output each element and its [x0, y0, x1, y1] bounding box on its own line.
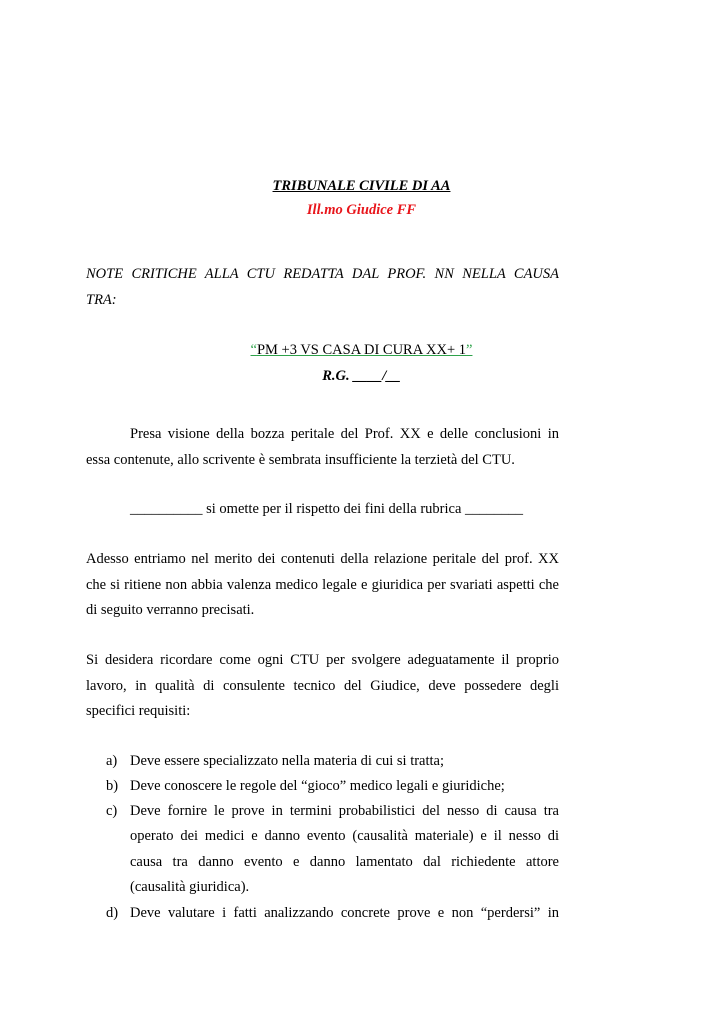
list-item-c-line-1: Deve fornire le prove in termini probabilistici del nesso di causa tra [130, 803, 559, 819]
list-marker-b: b) [106, 778, 119, 794]
paragraph-2-line-3: di seguito verranno precisati. [86, 602, 255, 618]
paragraph-1-line-1: Presa visione della bozza peritale del Prof. XX e delle conclusioni in [130, 426, 559, 442]
court-title: TRIBUNALE CIVILE DI AA [272, 178, 451, 194]
judge-title: Ill.mo Giudice FF [306, 202, 417, 218]
paragraph-3-line-2: lavoro, in qualità di consulente tecnico del Giudice, deve possedere degli [86, 678, 559, 694]
paragraph-3-line-3: specifici requisiti: [86, 703, 191, 719]
list-item-b: Deve conoscere le regole del “gioco” medico legali e giuridiche; [130, 778, 505, 794]
open-quote: “ [250, 342, 257, 358]
list-marker-c: c) [106, 803, 118, 819]
rg-line [0, 368, 723, 385]
subject-line-2: TRA: [86, 292, 117, 308]
subject-line-1: NOTE CRITICHE ALLA CTU REDATTA DAL PROF. NN NELLA CAUSA [86, 266, 559, 282]
case-parties: PM +3 VS CASA DI CURA XX+ 1 [256, 342, 467, 358]
list-item-c-line-2: operato dei medici e danno evento (causalità materiale) e il nesso di [130, 828, 559, 844]
close-quote: ” [466, 342, 473, 358]
paragraph-3-line-1: Si desidera ricordare come ogni CTU per svolgere adeguatamente il proprio [86, 652, 559, 668]
list-item-c-line-4: (causalità giuridica). [130, 879, 250, 895]
list-item-c-line-3: causa tra danno evento e danno lamentato dal richiedente attore [130, 854, 559, 870]
court-heading [0, 178, 723, 195]
rg-number: R.G. ____/__ [322, 368, 401, 384]
paragraph-2-line-1: Adesso entriamo nel merito dei contenuti della relazione peritale del prof. XX [86, 551, 559, 567]
case-title-line [0, 342, 723, 359]
judge-heading [0, 202, 723, 219]
omitted-section: __________ si omette per il rispetto dei fini della rubrica ________ [130, 501, 524, 517]
list-marker-d: d) [106, 905, 119, 921]
list-item-a: Deve essere specializzato nella materia di cui si tratta; [130, 753, 445, 769]
paragraph-2-line-2: che si ritiene non abbia valenza medico legale e giuridica per svariati aspetti che [86, 577, 559, 593]
paragraph-1-line-2: essa contenute, allo scrivente è sembrata insufficiente la terzietà del CTU. [86, 452, 515, 468]
list-marker-a: a) [106, 753, 118, 769]
list-item-d-line-1: Deve valutare i fatti analizzando concrete prove e non “perdersi” in [130, 905, 559, 921]
case-title [251, 342, 473, 358]
